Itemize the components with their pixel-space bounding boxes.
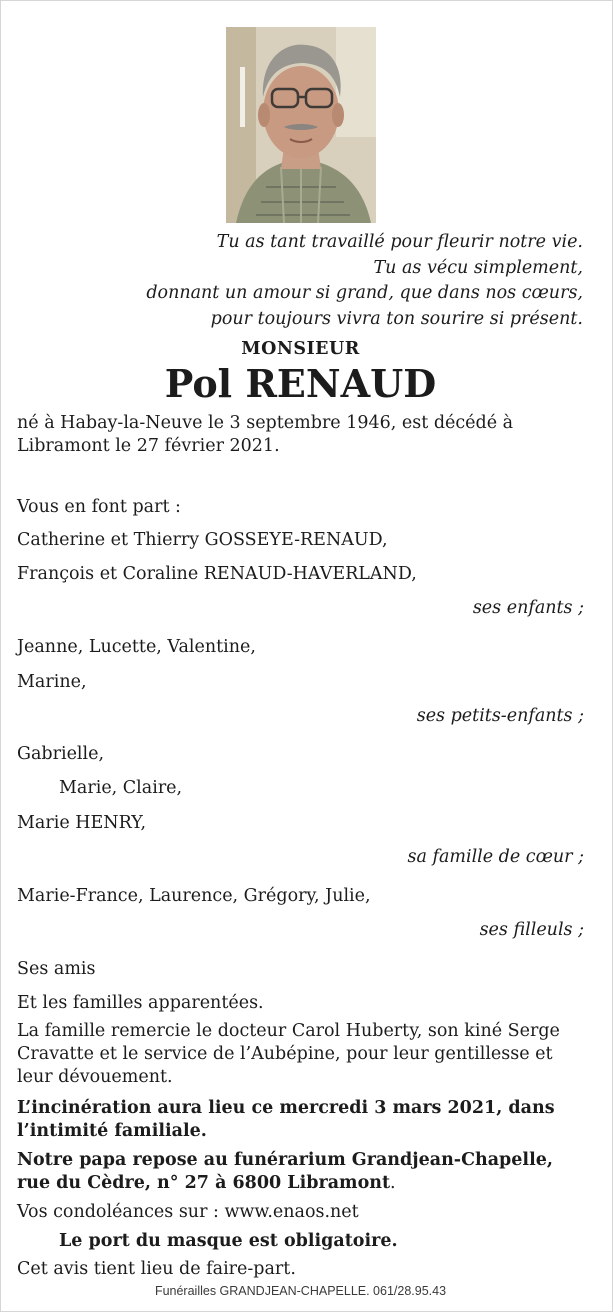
poem-line: Tu as vécu simplement, <box>373 257 583 278</box>
condolences-line: Vos condoléances sur : www.enaos.net <box>17 1202 359 1222</box>
grandchild-line: Marine, <box>17 672 87 692</box>
poem-line: donnant un amour si grand, que dans nos cœurs, <box>146 283 583 303</box>
grandchild-line: Jeanne, Lucette, Valentine, <box>17 637 256 657</box>
heart-family-line: Marie, Claire, <box>59 778 183 798</box>
godchildren-line: Marie-France, Laurence, Grégory, Julie, <box>17 886 371 906</box>
godchildren-label: ses filleuls ; <box>479 920 584 940</box>
children-label: ses enfants ; <box>472 598 584 618</box>
heart-family-line: Marie HENRY, <box>17 813 147 833</box>
faire-part-notice: Cet avis tient lieu de faire-part. <box>17 1259 296 1279</box>
honorific: MONSIEUR <box>241 339 360 359</box>
heart-family-label: sa famille de cœur ; <box>407 847 584 867</box>
announcement: Vous en font part : <box>17 497 181 517</box>
rests-end: . <box>390 1173 396 1193</box>
poem-line: Tu as tant travaillé pour fleurir notre vie. <box>216 232 583 252</box>
rests-bold: Notre papa repose au funérarium Grandjean-Chapelle, rue du Cèdre, n° 27 à 6800 Libramont <box>17 1150 553 1193</box>
thanks-paragraph: La famille remercie le docteur Carol Huberty, son kiné Serge Cravatte et le service de l’Aubépine, pour leur gentillesse et leur dévouement. <box>17 1021 560 1087</box>
cremation-paragraph: L’incinération aura lieu ce mercredi 3 mars 2021, dans l’intimité familiale. <box>17 1098 555 1141</box>
child-couple: François et Coraline RENAUD-HAVERLAND, <box>17 564 417 584</box>
grandchildren-label: ses petits-enfants ; <box>416 706 584 726</box>
birth-death-statement: né à Habay-la-Neuve le 3 septembre 1946, est décédé à Libramont le 27 février 2021. <box>17 413 514 456</box>
relatives-line: Et les familles apparentées. <box>17 993 264 1013</box>
mask-notice: Le port du masque est obligatoire. <box>59 1231 398 1251</box>
rests-paragraph <box>17 1149 584 1195</box>
child-couple: Catherine et Thierry GOSSEYE-RENAUD, <box>17 530 388 550</box>
heart-family-line: Gabrielle, <box>17 744 105 764</box>
poem-line: pour toujours vivra ton sourire si présent. <box>210 308 583 329</box>
funeral-home-footer: Funérailles GRANDJEAN-CHAPELLE. 061/28.95.43 <box>154 1284 447 1298</box>
portrait-photo <box>226 27 376 223</box>
deceased-name: Pol RENAUD <box>164 361 437 406</box>
poem <box>146 230 583 332</box>
friends-line: Ses amis <box>17 959 96 979</box>
